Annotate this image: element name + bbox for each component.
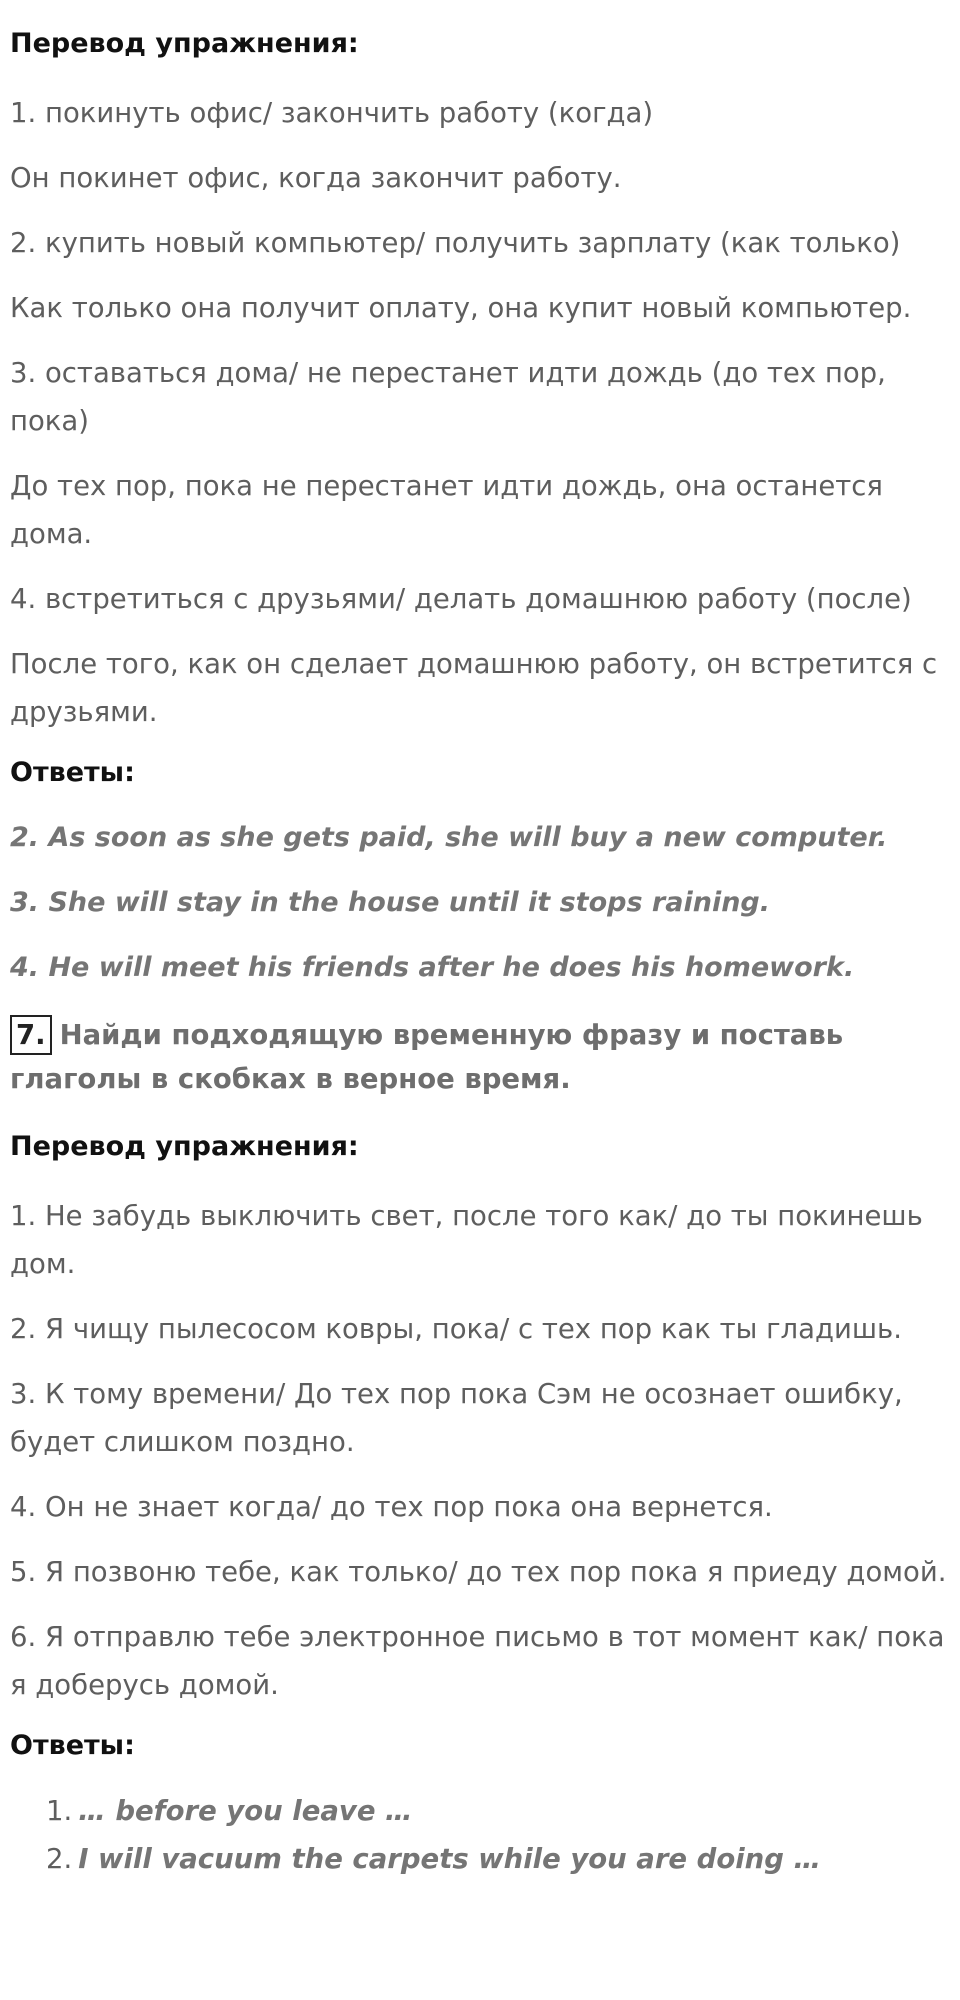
- translation-line: 1. Не забудь выключить свет, после того как/ до ты покинешь дом.: [10, 1200, 923, 1280]
- answer-line: 2. As soon as she gets paid, she will buy a new computer.: [10, 822, 888, 853]
- answers-heading: Ответы:: [10, 1730, 135, 1761]
- answer-line: 4. He will meet his friends after he does his homework.: [10, 952, 855, 983]
- answer-list-text: I will vacuum the carpets while you are doing …: [78, 1843, 821, 1875]
- translation-line: 2. купить новый компьютер/ получить зарплату (как только): [10, 227, 901, 259]
- translation-line: 4. Он не знает когда/ до тех пор пока она вернется.: [10, 1491, 773, 1523]
- translation-line: 1. покинуть офис/ закончить работу (когда): [10, 97, 654, 129]
- translation-line: Он покинет офис, когда закончит работу.: [10, 162, 622, 194]
- document-page: [10, 24, 954, 1887]
- translation-line: После того, как он сделает домашнюю работу, он встретится с друзьями.: [10, 648, 938, 728]
- translation-line: 3. К тому времени/ До тех пор пока Сэм не осознает ошибку, будет слишком поздно.: [10, 1378, 903, 1458]
- translation-heading: Перевод упражнения:: [10, 1131, 359, 1162]
- answer-line: 3. She will stay in the house until it stops raining.: [10, 887, 771, 918]
- translation-line: Как только она получит оплату, она купит новый компьютер.: [10, 292, 912, 324]
- answer-list-number: 2.: [46, 1843, 73, 1875]
- answer-list-text: … before you leave …: [78, 1795, 413, 1827]
- answer-list-item: [46, 1791, 954, 1831]
- task-number-box: 7.: [10, 1015, 52, 1055]
- task-text: Найди подходящую временную фразу и поставь глаголы в скобках в верное время.: [10, 1019, 844, 1095]
- translation-line: 4. встретиться с друзьями/ делать домашнюю работу (после): [10, 583, 912, 615]
- translation-heading: Перевод упражнения:: [10, 28, 359, 59]
- translation-line: 3. оставаться дома/ не перестанет идти дождь (до тех пор, пока): [10, 357, 886, 437]
- answer-list-number: 1.: [46, 1795, 73, 1827]
- translation-line: 6. Я отправлю тебе электронное письмо в тот момент как/ пока я доберусь домой.: [10, 1621, 945, 1701]
- translation-line: До тех пор, пока не перестанет идти дождь, она останется дома.: [10, 470, 883, 550]
- translation-line: 2. Я чищу пылесосом ковры, пока/ с тех пор как ты гладишь.: [10, 1313, 902, 1345]
- answers-heading: Ответы:: [10, 757, 135, 788]
- translation-line: 5. Я позвоню тебе, как только/ до тех пор пока я приеду домой.: [10, 1556, 947, 1588]
- task-7: [10, 1013, 954, 1101]
- answer-list-item: [46, 1839, 954, 1879]
